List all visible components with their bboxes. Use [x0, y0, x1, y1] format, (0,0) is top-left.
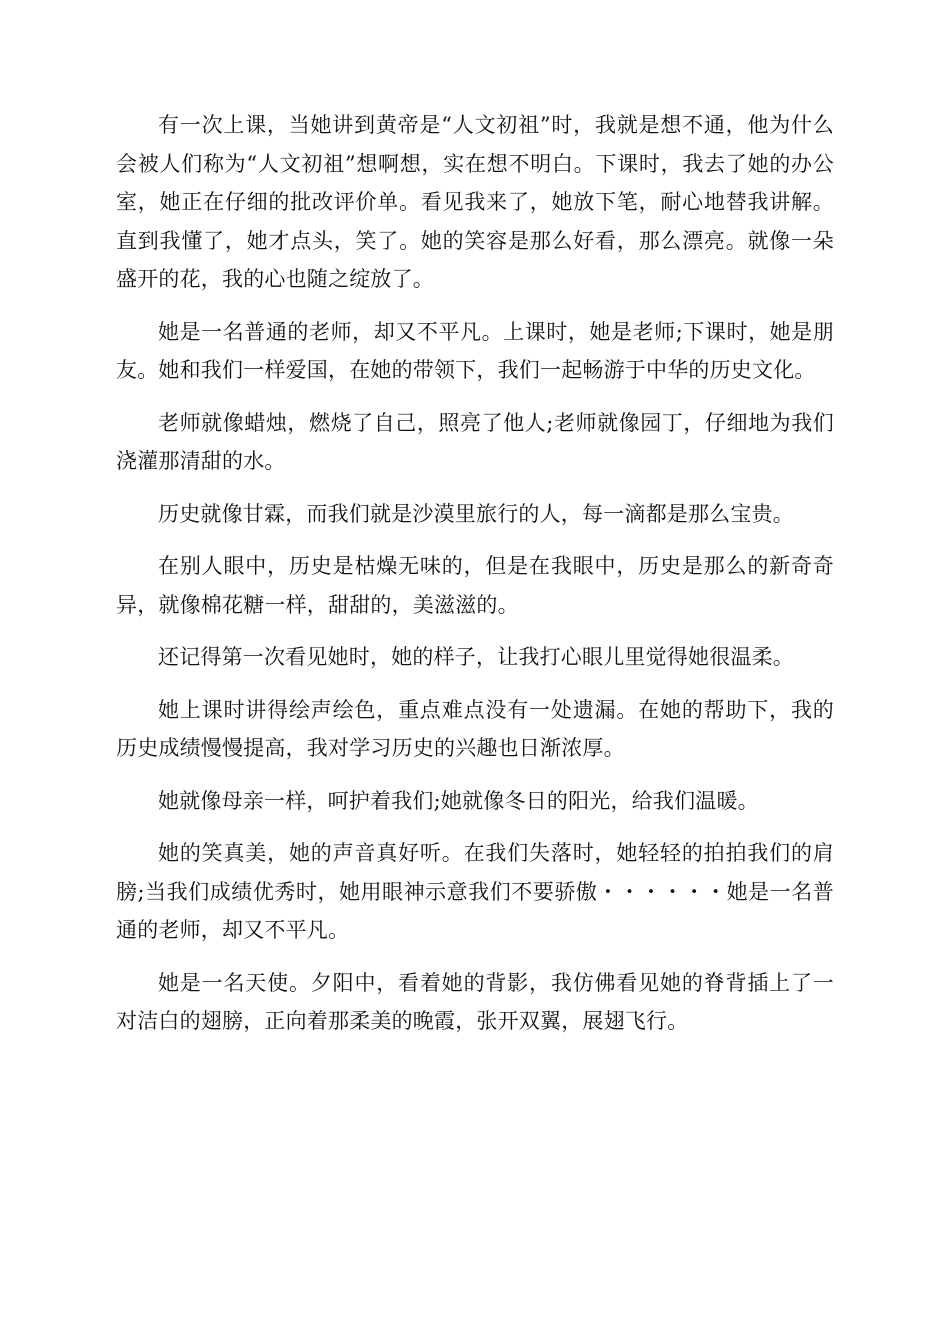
paragraph: 在别人眼中，历史是枯燥无味的，但是在我眼中，历史是那么的新奇奇异，就像棉花糖一样，甜甜的，美滋滋的。: [116, 554, 834, 617]
paragraph: 她是一名天使。夕阳中，看着她的背影，我仿佛看见她的脊背插上了一对洁白的翅膀，正向着那柔美的晚霞，张开双翼，展翅飞行。: [116, 970, 834, 1033]
document-body: [116, 106, 834, 1055]
paragraph: 她是一名普通的老师，却又不平凡。上课时，她是老师;下课时，她是朋友。她和我们一样爱国，在她的带领下，我们一起畅游于中华的历史文化。: [116, 319, 834, 382]
paragraph: 她上课时讲得绘声绘色，重点难点没有一处遗漏。在她的帮助下，我的历史成绩慢慢提高，我对学习历史的兴趣也日渐浓厚。: [116, 697, 834, 760]
paragraph: 她就像母亲一样，呵护着我们;她就像冬日的阳光，给我们温暖。: [158, 788, 759, 813]
paragraph: 历史就像甘霖，而我们就是沙漠里旅行的人，每一滴都是那么宝贵。: [158, 501, 794, 526]
paragraph: 有一次上课，当她讲到黄帝是“人文初祖”时，我就是想不通，他为什么会被人们称为“人文初祖”想啊想，实在想不明白。下课时，我去了她的办公室，她正在仔细的批改评价单。看见我来了，她放下笔，耐心地替我讲解。直到我懂了，她才点头，笑了。她的笑容是那么好看，那么漂亮。就像一朵盛开的花，我的心也随之绽放了。: [116, 113, 834, 291]
paragraph: 老师就像蜡烛，燃烧了自己，照亮了他人;老师就像园丁，仔细地为我们浇灌那清甜的水。: [116, 410, 834, 473]
paragraph: 她的笑真美，她的声音真好听。在我们失落时，她轻轻的拍拍我们的肩膀;当我们成绩优秀时，她用眼神示意我们不要骄傲・・・・・・她是一名普通的老师，却又不平凡。: [116, 841, 834, 942]
paragraph: 还记得第一次看见她时，她的样子，让我打心眼儿里觉得她很温柔。: [158, 645, 794, 669]
